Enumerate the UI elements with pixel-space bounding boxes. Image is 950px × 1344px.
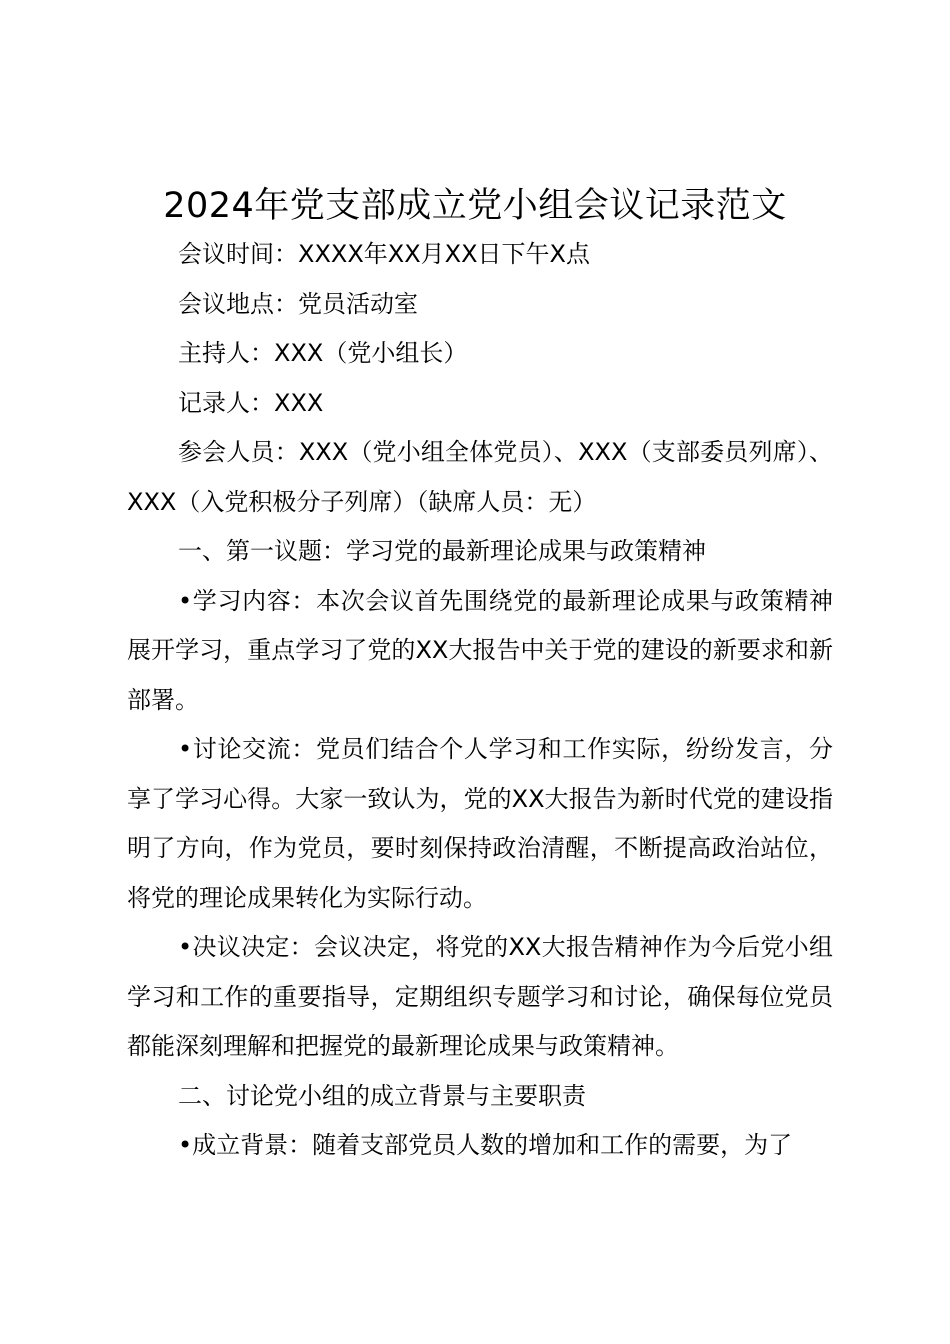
meeting-host: 主持人：XXX（党小组长） [178,339,468,367]
section2-heading: 二、讨论党小组的成立背景与主要职责 [178,1081,586,1110]
meeting-recorder: 记录人：XXX [178,388,324,417]
section1-heading: 一、第一议题：学习党的最新理论成果与政策精神 [178,537,706,565]
meeting-time: 会议时间：XXXX年XX月XX日下午X点 [178,240,590,268]
section2-background: •成立背景：随着支部党员人数的增加和工作的需要，为了 [178,1131,793,1159]
meeting-place: 会议地点：党员活动室 [178,289,418,318]
section1-discussion: •讨论交流：党员们结合个人学习和工作实际，纷纷发言，分享了学习心得。大家一致认为，党的XX大报告为新时代党的建设指明了方向，作为党员，要时刻保持政治清醒，不断提高政治站位，将党的理论成果转化为实际行动。 [127,735,833,912]
section1-resolution: •决议决定：会议决定，将党的XX大报告精神作为今后党小组学习和工作的重要指导，定期组织专题学习和讨论，确保每位党员都能深刻理解和把握党的最新理论成果与政策精神。 [127,933,833,1060]
section1-study-content: •学习内容：本次会议首先围绕党的最新理论成果与政策精神展开学习，重点学习了党的XX大报告中关于党的建设的新要求和新部署。 [127,586,833,714]
document-title: 2024年党支部成立党小组会议记录范文 [163,186,787,226]
document-body [127,230,833,1171]
meeting-attendees: 参会人员：XXX（党小组全体党员）、XXX（支部委员列席）、XXX（入党积极分子列席）（缺席人员：无） [127,438,833,516]
